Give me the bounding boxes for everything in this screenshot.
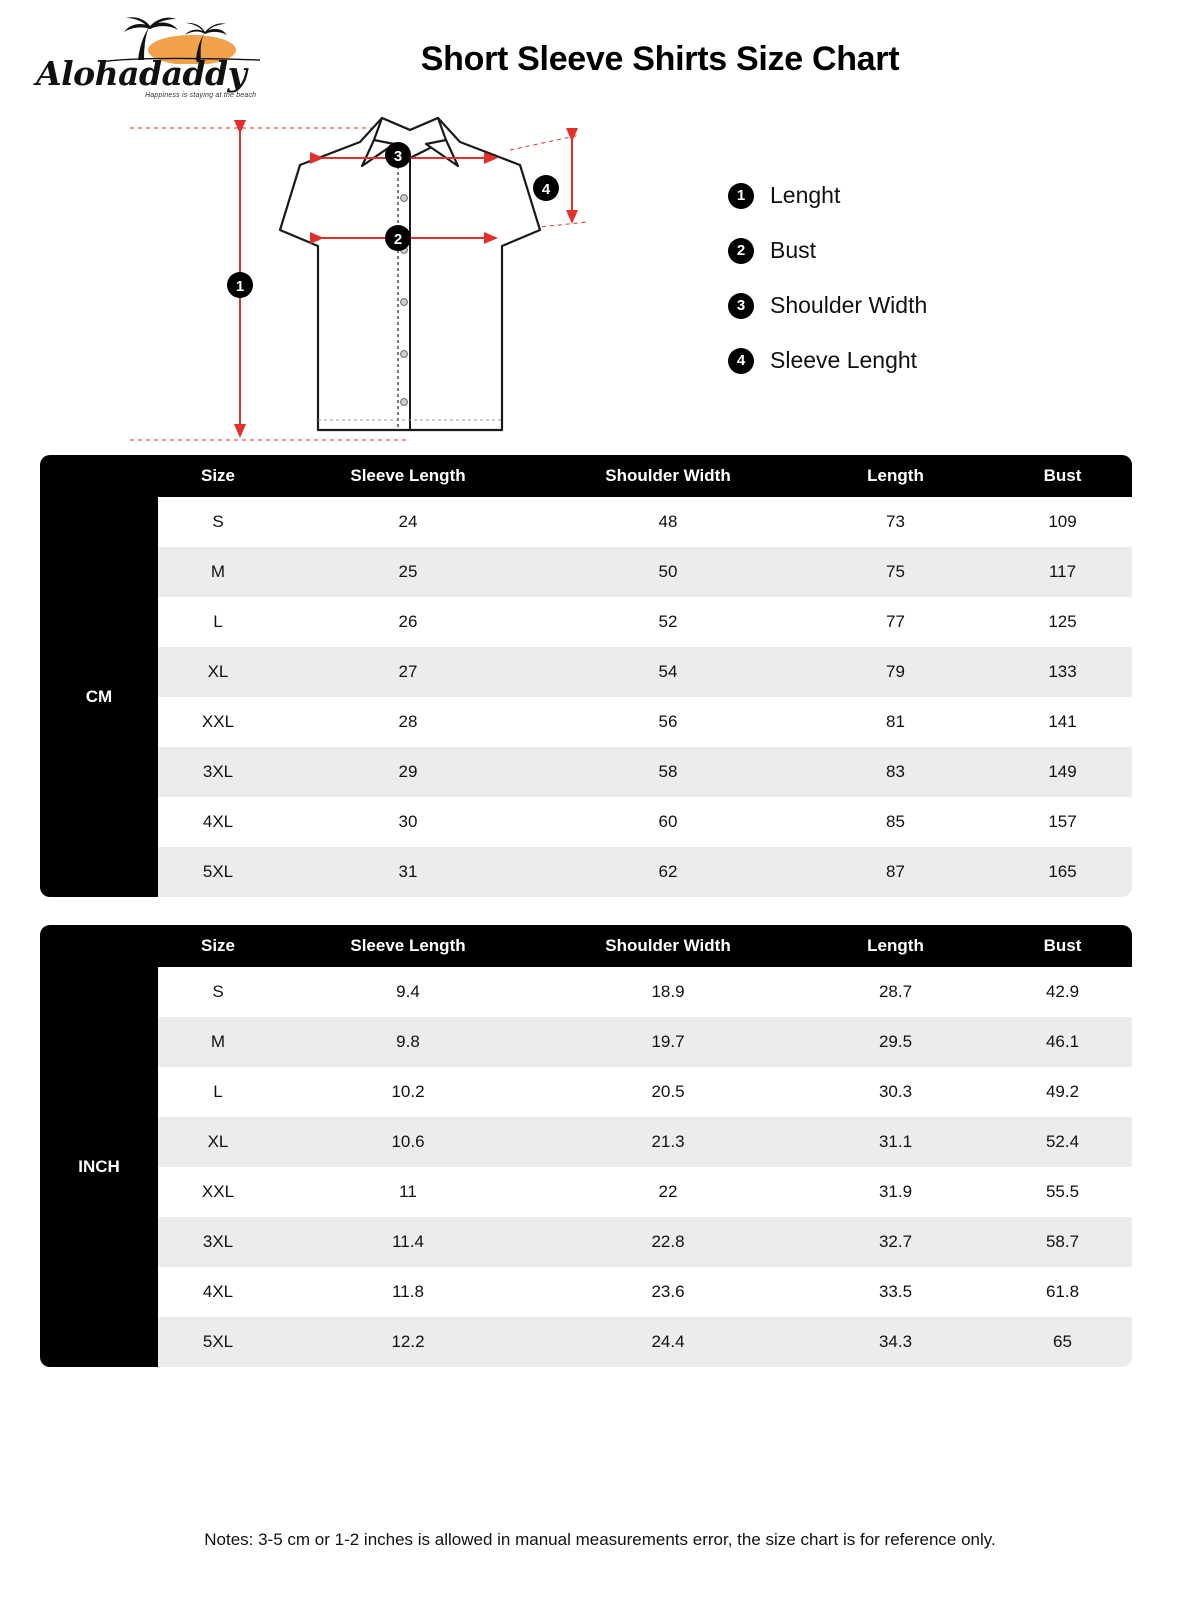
cell-size: 4XL [158,797,278,847]
cell-size: L [158,1067,278,1117]
cell-value: 56 [538,697,798,747]
cell-value: 50 [538,547,798,597]
svg-text:2: 2 [393,231,403,248]
table-row [40,1017,1132,1067]
cell-value: 22 [538,1167,798,1217]
cell-value: 85 [798,797,993,847]
cell-value: 21.3 [538,1117,798,1167]
cell-value: 34.3 [798,1317,993,1367]
cell-value: 11.4 [278,1217,538,1267]
cell-value: 11.8 [278,1267,538,1317]
cell-value: 77 [798,597,993,647]
cell-value: 81 [798,697,993,747]
column-header-bust: Bust [993,455,1132,497]
cell-value: 29 [278,747,538,797]
column-header-sleeve-length: Sleeve Length [278,925,538,967]
cell-value: 73 [798,497,993,547]
table-row [40,1267,1132,1317]
cell-value: 42.9 [993,967,1132,1017]
table-row [40,1167,1132,1217]
cell-size: XL [158,1117,278,1167]
brand-name: Alohadaddy [36,54,247,93]
table-row [40,597,1132,647]
legend-badge-3: 3 [728,293,754,319]
cell-value: 24 [278,497,538,547]
column-header-size: Size [158,925,278,967]
table-row [40,647,1132,697]
cell-value: 11 [278,1167,538,1217]
cell-size: XXL [158,1167,278,1217]
legend-item-sleeve-length [728,347,1148,374]
cell-value: 141 [993,697,1132,747]
svg-text:1: 1 [235,278,245,295]
notes-text: Notes: 3-5 cm or 1-2 inches is allowed in manual measurements error, the size chart is for reference only. [204,1530,996,1549]
brand-tagline: Happiness is staying at the beach [145,92,257,99]
cell-value: 149 [993,747,1132,797]
cell-value: 28 [278,697,538,747]
legend-badge-2: 2 [728,238,754,264]
cm-size-table [40,455,1132,897]
cell-value: 79 [798,647,993,697]
legend-label-1: Lenght [770,182,841,208]
cell-value: 29.5 [798,1017,993,1067]
cell-value: 60 [538,797,798,847]
legend-item-shoulder-width [728,292,1148,319]
table-body [40,497,1132,897]
table-row [40,1067,1132,1117]
cell-size: 3XL [158,1217,278,1267]
shirt-illustration [110,110,770,455]
svg-text:4: 4 [541,181,551,198]
column-header-bust: Bust [993,925,1132,967]
table-row [40,967,1132,1017]
cell-value: 125 [993,597,1132,647]
unit-header-cell [40,455,158,497]
cell-value: 75 [798,547,993,597]
unit-label: INCH [40,967,158,1367]
column-header-sleeve-length: Sleeve Length [278,455,538,497]
measurement-diagram [0,110,1200,455]
cell-value: 25 [278,547,538,597]
table-row [40,1217,1132,1267]
table-header-row [40,455,1132,497]
cell-size: XXL [158,697,278,747]
column-header-shoulder-width: Shoulder Width [538,455,798,497]
cell-size: M [158,1017,278,1067]
cell-value: 46.1 [993,1017,1132,1067]
cell-value: 10.2 [278,1067,538,1117]
unit-header-cell [40,925,158,967]
legend-badge-4: 4 [728,348,754,374]
table-row [40,797,1132,847]
cell-value: 27 [278,647,538,697]
cell-value: 12.2 [278,1317,538,1367]
cell-size: 3XL [158,747,278,797]
cell-value: 54 [538,647,798,697]
cell-value: 133 [993,647,1132,697]
cell-value: 31.1 [798,1117,993,1167]
cell-value: 10.6 [278,1117,538,1167]
cell-value: 58.7 [993,1217,1132,1267]
table-header-row [40,925,1132,967]
cell-value: 31.9 [798,1167,993,1217]
table-row [40,497,1132,547]
cm-size-table-block [40,455,1160,897]
table-row [40,747,1132,797]
cell-value: 23.6 [538,1267,798,1317]
legend-label-4: Sleeve Lenght [770,347,918,373]
cell-value: 55.5 [993,1167,1132,1217]
legend-label-3: Shoulder Width [770,292,928,318]
page-title: Short Sleeve Shirts Size Chart [420,40,900,78]
column-header-length: Length [798,925,993,967]
cell-value: 30.3 [798,1067,993,1117]
cell-value: 26 [278,597,538,647]
cell-value: 117 [993,547,1132,597]
cell-value: 109 [993,497,1132,547]
cell-value: 33.5 [798,1267,993,1317]
cell-size: 5XL [158,847,278,897]
cell-size: 4XL [158,1267,278,1317]
cell-size: XL [158,647,278,697]
measurement-legend [728,182,1148,402]
cell-value: 28.7 [798,967,993,1017]
cell-value: 87 [798,847,993,897]
table-body [40,967,1132,1367]
cell-value: 9.4 [278,967,538,1017]
cell-size: L [158,597,278,647]
cell-value: 24.4 [538,1317,798,1367]
table-row [40,697,1132,747]
cell-value: 52 [538,597,798,647]
cell-value: 58 [538,747,798,797]
cell-value: 48 [538,497,798,547]
cell-value: 32.7 [798,1217,993,1267]
cell-value: 9.8 [278,1017,538,1067]
svg-text:3: 3 [393,148,403,165]
cell-value: 52.4 [993,1117,1132,1167]
cell-value: 157 [993,797,1132,847]
cell-size: S [158,497,278,547]
column-header-shoulder-width: Shoulder Width [538,925,798,967]
cell-value: 18.9 [538,967,798,1017]
page-header [0,0,1200,110]
cell-value: 49.2 [993,1067,1132,1117]
cell-value: 20.5 [538,1067,798,1117]
cell-value: 65 [993,1317,1132,1367]
table-row [40,847,1132,897]
cell-size: M [158,547,278,597]
cell-size: S [158,967,278,1017]
cell-value: 83 [798,747,993,797]
cell-size: 5XL [158,1317,278,1367]
inch-size-table-block [40,925,1160,1367]
cell-value: 19.7 [538,1017,798,1067]
unit-label: CM [40,497,158,897]
cell-value: 61.8 [993,1267,1132,1317]
column-header-size: Size [158,455,278,497]
table-row [40,1317,1132,1367]
cell-value: 62 [538,847,798,897]
legend-label-2: Bust [770,237,817,263]
cell-value: 165 [993,847,1132,897]
cell-value: 31 [278,847,538,897]
table-row [40,1117,1132,1167]
column-header-length: Length [798,455,993,497]
legend-badge-1: 1 [728,183,754,209]
cell-value: 30 [278,797,538,847]
legend-item-length [728,182,1148,209]
table-row [40,547,1132,597]
legend-item-bust [728,237,1148,264]
cell-value: 22.8 [538,1217,798,1267]
inch-size-table [40,925,1132,1367]
brand-logo [30,14,270,106]
